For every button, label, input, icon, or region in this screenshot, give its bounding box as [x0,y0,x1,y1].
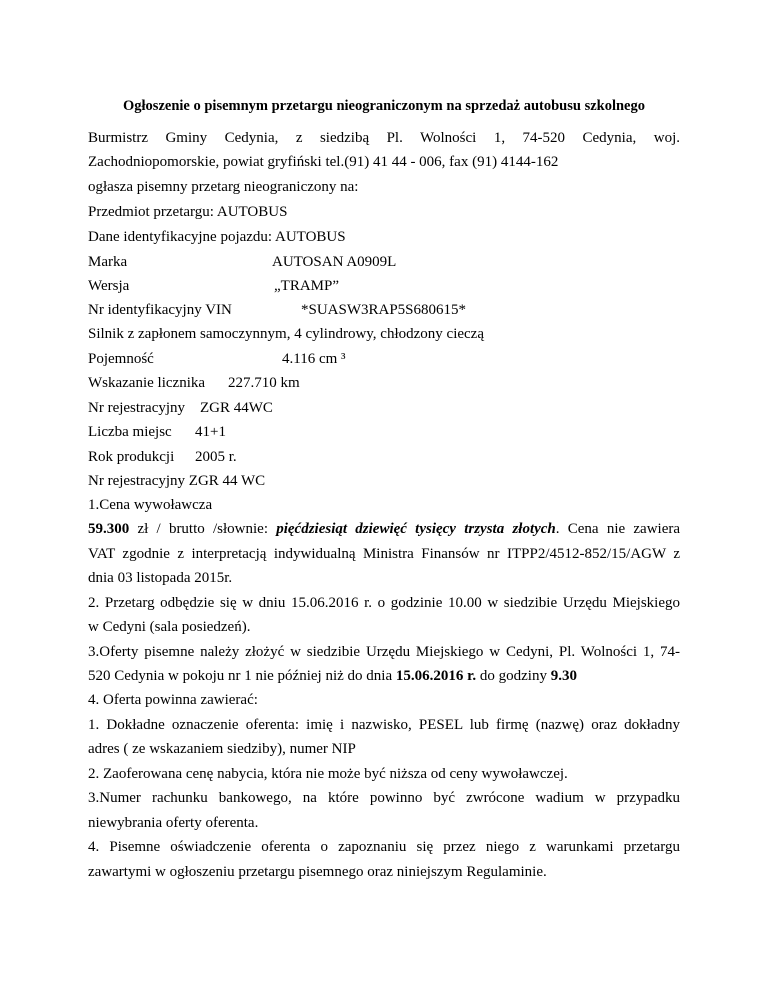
capacity-value: 4.116 cm ³ [282,351,346,367]
p4-item-3-line-2: niewybrania oferty oferenta. [88,815,259,831]
price-text-2: . Cena nie zawiera [555,521,680,537]
year-value: 2005 r. [195,449,237,465]
seats-label: Liczba miejsc [88,424,172,440]
p4-item-1-line-2: adres ( ze wskazaniem siedziby), numer NIP [88,741,356,757]
p2-line-2: w Cedyni (sala posiedzeń). [88,619,251,635]
odometer-label: Wskazanie licznika [88,375,206,391]
deadline-hour: 9.30 [550,668,577,684]
year-label: Rok produkcji [88,449,175,465]
intro-line-2: Zachodniopomorskie, powiat gryfiński tel.(91) 41 44 - 006, fax (91) 4144-162 [88,154,559,170]
price-line-3: dnia 03 listopada 2015r. [88,570,233,586]
brand-label: Marka [88,254,128,270]
vin-value: *SUASW3RAP5S680615* [301,302,467,318]
page-title: Ogłoszenie o pisemnym przetargu nieograniczonym na sprzedaż autobusu szkolnego [123,98,645,114]
deadline-date: 15.06.2016 r. [395,668,477,684]
capacity-label: Pojemność [88,351,154,367]
p4-item-2: 2. Zaoferowana cenę nabycia, która nie może być niższa od ceny wywoławczej. [88,766,568,782]
registration-row [88,396,680,420]
version-label: Wersja [88,278,130,294]
p2-line-1: 2. Przetarg odbędzie się w dniu 15.06.2016 r. o godzinie 10.00 w siedzibie Urzędu Miejskiego [88,595,680,611]
engine-line: Silnik z zapłonem samoczynnym, 4 cylindrowy, chłodzony cieczą [88,326,484,342]
subject-line: Przedmiot przetargu: AUTOBUS [88,204,288,220]
price-amount: 59.300 [88,521,130,537]
price-words: pięćdziesiąt dziewięć tysięcy trzysta złotych [276,521,556,537]
vehicle-header: Dane identyfikacyjne pojazdu: AUTOBUS [88,229,346,245]
odometer-value: 227.710 km [228,375,300,391]
p3-text-b: do godziny [476,668,551,684]
seats-value: 41+1 [195,424,226,440]
p4-heading: 4. Oferta powinna zawierać: [88,692,258,708]
version-value: „TRAMP” [274,278,339,294]
intro-line-3: ogłasza pisemny przetarg nieograniczony na: [88,179,359,195]
price-line-1 [88,517,680,541]
p4-item-1-line-1: 1. Dokładne oznaczenie oferenta: imię i nazwisko, PESEL lub firmę (nazwę) oraz dokładny [88,717,680,733]
odometer-row [88,371,680,395]
p3-line-2 [88,664,680,688]
vin-row [88,298,680,322]
registration-line-2: Nr rejestracyjny ZGR 44 WC [88,473,266,489]
p4-item-4-line-2: zawartymi w ogłoszeniu przetargu pisemnego oraz niniejszym Regulaminie. [88,864,547,880]
year-row [88,445,680,469]
vin-label: Nr identyfikacyjny VIN [88,302,232,318]
capacity-row [88,347,680,371]
intro-line-1: Burmistrz Gminy Cedynia, z siedzibą Pl. Wolności 1, 74-520 Cedynia, woj. [88,130,680,146]
p4-item-3-line-1: 3.Numer rachunku bankowego, na które powinno być zwrócone wadium w przypadku [88,790,680,806]
brand-value: AUTOSAN A0909L [272,254,397,270]
version-row [88,274,680,298]
price-line-2: VAT zgodnie z interpretacją indywidualną Ministra Finansów nr ITPP2/4512-852/15/AGW z [88,546,680,562]
price-text-1: zł / brutto /słownie: [129,521,277,537]
p3-text-a: 520 Cedynia w pokoju nr 1 nie później niż do dnia [88,668,396,684]
brand-row [88,250,680,274]
seats-row [88,420,680,444]
registration-label: Nr rejestracyjny [88,400,186,416]
registration-value: ZGR 44WC [200,400,273,416]
price-heading: 1.Cena wywoławcza [88,497,213,513]
p4-item-4-line-1: 4. Pisemne oświadczenie oferenta o zapoznaniu się przez niego z warunkami przetargu [88,839,680,855]
p3-line-1: 3.Oferty pisemne należy złożyć w siedzibie Urzędu Miejskiego w Cedyni, Pl. Wolności 1, 74- [88,644,680,660]
